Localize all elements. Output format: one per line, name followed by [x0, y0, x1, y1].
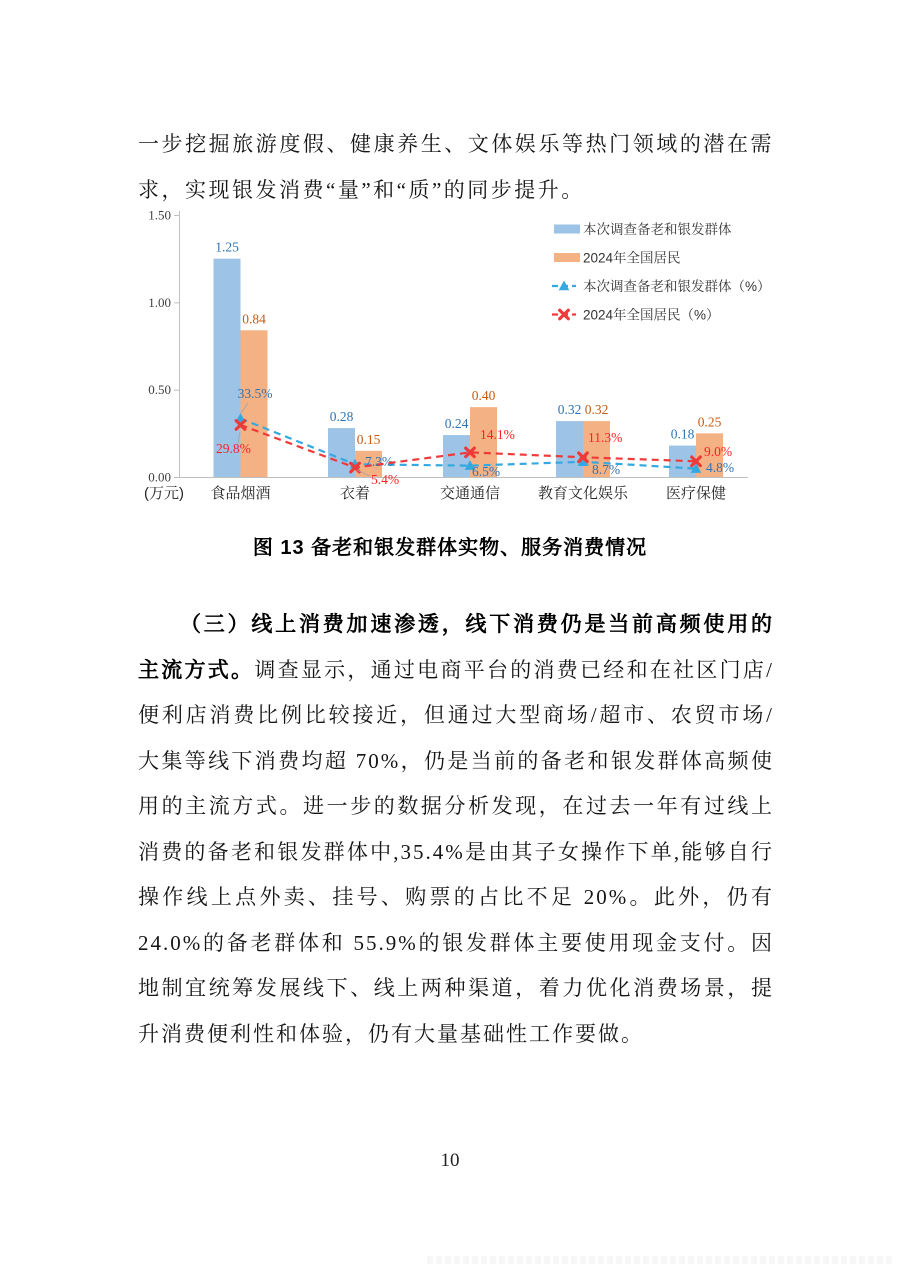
svg-text:7.3%: 7.3%	[365, 454, 394, 469]
svg-text:1.50: 1.50	[148, 207, 171, 223]
svg-text:本次调查备老和银发群体: 本次调查备老和银发群体	[583, 222, 732, 237]
svg-text:14.1%: 14.1%	[480, 427, 515, 442]
body-paragraph-text: 调查显示，通过电商平台的消费已经和在社区门店/便利店消费比例比较接近，但通过大型商场/超市、农贸市场/大集等线下消费均超 70%，仍是当前的备老和银发群体高频使用的主流方式。进一步的数据分析发现，在过去一年有过线上消费的备老和银发群体中,35.4%是由其子女操作下单,能够自行操作线上点外卖、挂号、购票的占比不足 20%。此外，仍有 24.0%的备老群体和 55.9%的银发群体主要使用现金支付。因地制宜统筹发展线下、线上两种渠道，着力优化消费场景，提升消费便利性和体验，仍有大量基础性工作要做。	[138, 657, 774, 1046]
svg-text:4.8%: 4.8%	[706, 460, 735, 475]
svg-text:1.00: 1.00	[148, 294, 171, 310]
svg-text:11.3%: 11.3%	[588, 430, 623, 445]
figure-chart-svg	[128, 205, 818, 505]
svg-text:9.0%: 9.0%	[704, 444, 733, 459]
figure-chart	[128, 205, 818, 505]
legend-swatch	[554, 225, 580, 234]
section-heading-bold: （三）线上消费加速渗透，线下消费仍是当前高频使用的主流方式。	[138, 612, 774, 682]
svg-text:0.32: 0.32	[557, 402, 582, 418]
svg-text:0.25: 0.25	[697, 414, 722, 430]
svg-text:2024年全国居民（%）: 2024年全国居民（%）	[583, 307, 720, 323]
svg-text:0.50: 0.50	[148, 382, 171, 398]
svg-text:教育文化娱乐: 教育文化娱乐	[537, 485, 629, 502]
svg-text:0.15: 0.15	[356, 431, 381, 447]
figure-caption: 图 13 备老和银发群体实物、服务消费情况	[252, 537, 648, 559]
svg-text:交通通信: 交通通信	[439, 485, 501, 502]
footer-watermark	[427, 1256, 892, 1264]
svg-text:29.8%: 29.8%	[216, 441, 251, 456]
svg-text:2024年全国居民: 2024年全国居民	[583, 250, 681, 266]
page-number: 10	[440, 1150, 460, 1171]
svg-text:1.25: 1.25	[215, 239, 239, 255]
svg-text:0.00: 0.00	[148, 469, 171, 485]
svg-text:0.40: 0.40	[471, 388, 496, 404]
svg-text:0.84: 0.84	[242, 311, 266, 327]
svg-text:衣着: 衣着	[339, 485, 371, 502]
svg-text:0.18: 0.18	[670, 426, 695, 442]
svg-text:医疗保健: 医疗保健	[665, 485, 727, 502]
svg-text:33.5%: 33.5%	[237, 386, 273, 401]
svg-text:本次调查备老和银发群体（%）: 本次调查备老和银发群体（%）	[583, 279, 771, 294]
svg-text:食品烟酒: 食品烟酒	[210, 485, 271, 502]
svg-text:0.32: 0.32	[584, 402, 609, 418]
svg-text:8.7%: 8.7%	[592, 462, 621, 477]
intro-paragraph: 一步挖掘旅游度假、健康养生、文体娱乐等热门领域的潜在需求，实现银发消费“量”和“质”的同步提升。	[138, 132, 774, 202]
svg-text:5.4%: 5.4%	[371, 472, 400, 487]
body-paragraph	[138, 602, 774, 1057]
svg-text:(万元): (万元)	[144, 485, 184, 502]
chart-legend	[552, 221, 771, 323]
svg-text:6.5%: 6.5%	[472, 464, 501, 479]
svg-text:0.24: 0.24	[444, 416, 469, 432]
legend-swatch	[554, 253, 580, 262]
svg-text:0.28: 0.28	[329, 409, 354, 425]
bar	[556, 421, 583, 477]
category-axis-labels	[144, 484, 726, 502]
